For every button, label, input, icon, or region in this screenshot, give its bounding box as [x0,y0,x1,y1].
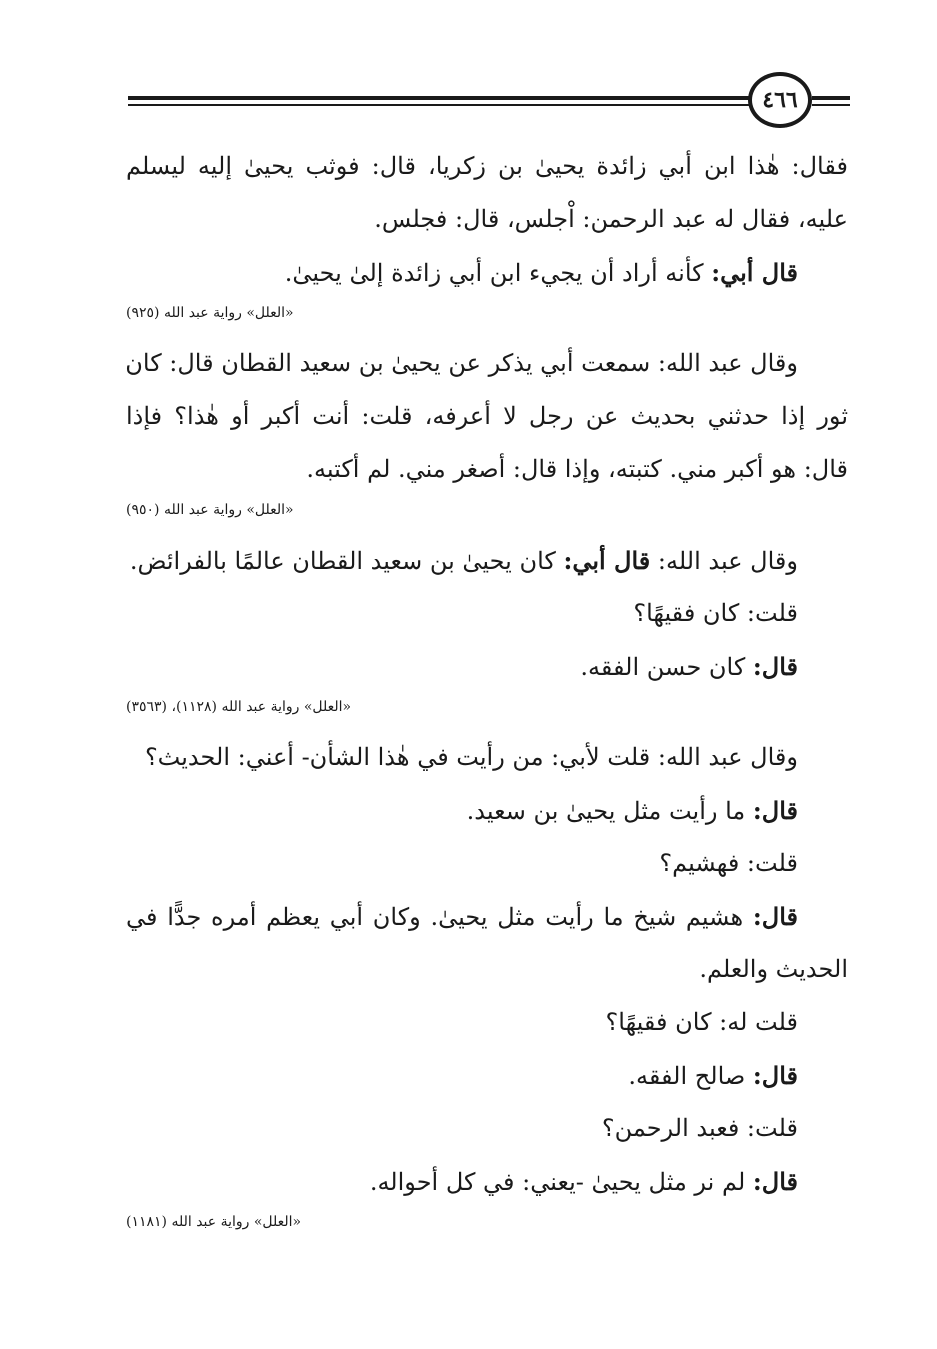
speaker-line [126,784,848,837]
citation-reference: «العلل» رواية عبد الله (٩٥٠) [126,502,294,518]
speaker-line [126,246,848,299]
speaker-text: هشيم شيخ ما رأيت مثل يحيىٰ. وكان أبي يعظم أمره جدًّا في [126,903,753,931]
paragraph-line: الحديث والعلم. [699,955,848,983]
speaker-text: لم نر مثل يحيىٰ -يعني: في كل أحواله. [369,1168,753,1196]
citation-reference: «العلل» رواية عبد الله (١١٢٨)، (٣٥٦٣) [126,699,352,715]
speaker-label: قال: [752,796,798,825]
header-rule-thin [128,104,753,106]
speaker-text: كان يحيىٰ بن سعيد القطان عالمًا بالفرائض. [129,547,564,575]
speaker-text: كان حسن الفقه. [580,653,753,681]
header-rule-right-thin [812,104,850,106]
speaker-text: صالح الفقه. [628,1062,753,1090]
header-rule-right-thick [812,96,850,100]
speaker-prefix: وقال عبد الله: [650,547,798,575]
citation-reference: «العلل» رواية عبد الله (١١٨١) [126,1214,302,1230]
speaker-label: قال: [752,902,798,931]
speaker-text: ما رأيت مثل يحيىٰ بن سعيد. [466,797,753,825]
speaker-label: قال: [752,652,798,681]
paragraph-line: فقال: هٰذا ابن أبي زائدة يحيىٰ بن زكريا، قال: فوثب يحيىٰ إليه ليسلم [126,152,848,180]
speaker-label: قال: [752,1061,798,1090]
paragraph-line: وقال عبد الله: سمعت أبي يذكر عن يحيىٰ بن سعيد القطان قال: كان [125,349,798,377]
page-body [126,140,848,1246]
question-line: قلت: كان فقيهًا؟ [633,599,798,627]
page-number: ٤٦٦ [762,87,798,113]
speaker-line [126,1155,848,1208]
question-line: قلت: فهشيم؟ [659,849,798,877]
speaker-line [126,890,848,943]
speaker-label: قال أبي: [563,546,651,575]
speaker-text: كأنه أراد أن يجيء ابن أبي زائدة إلىٰ يحيىٰ. [284,259,712,287]
page-number-badge [748,72,812,128]
speaker-line [126,1049,848,1102]
speaker-line [126,534,848,587]
question-line: قلت له: كان فقيهًا؟ [605,1008,798,1036]
paragraph-line: ثور إذا حدثني بحديث عن رجل لا أعرفه، قلت: أنت أكبر أو هٰذا؟ فإذا [126,402,848,430]
header-rule-thick [128,96,753,100]
speaker-label: قال أبي: [711,258,798,287]
speaker-line [126,640,848,693]
paragraph-line: وقال عبد الله: قلت لأبي: من رأيت في هٰذا الشأن- أعني: الحديث؟ [144,743,798,771]
question-line: قلت: فعبد الرحمن؟ [601,1114,798,1142]
paragraph-line: قال: هو أكبر مني. كتبته، وإذا قال: أصغر مني. لم أكتبه. [306,455,848,483]
citation-reference: «العلل» رواية عبد الله (٩٢٥) [126,305,294,321]
speaker-label: قال: [752,1167,798,1196]
paragraph-line: عليه، فقال له عبد الرحمن: اْجلس، قال: فجلس. [374,205,848,233]
